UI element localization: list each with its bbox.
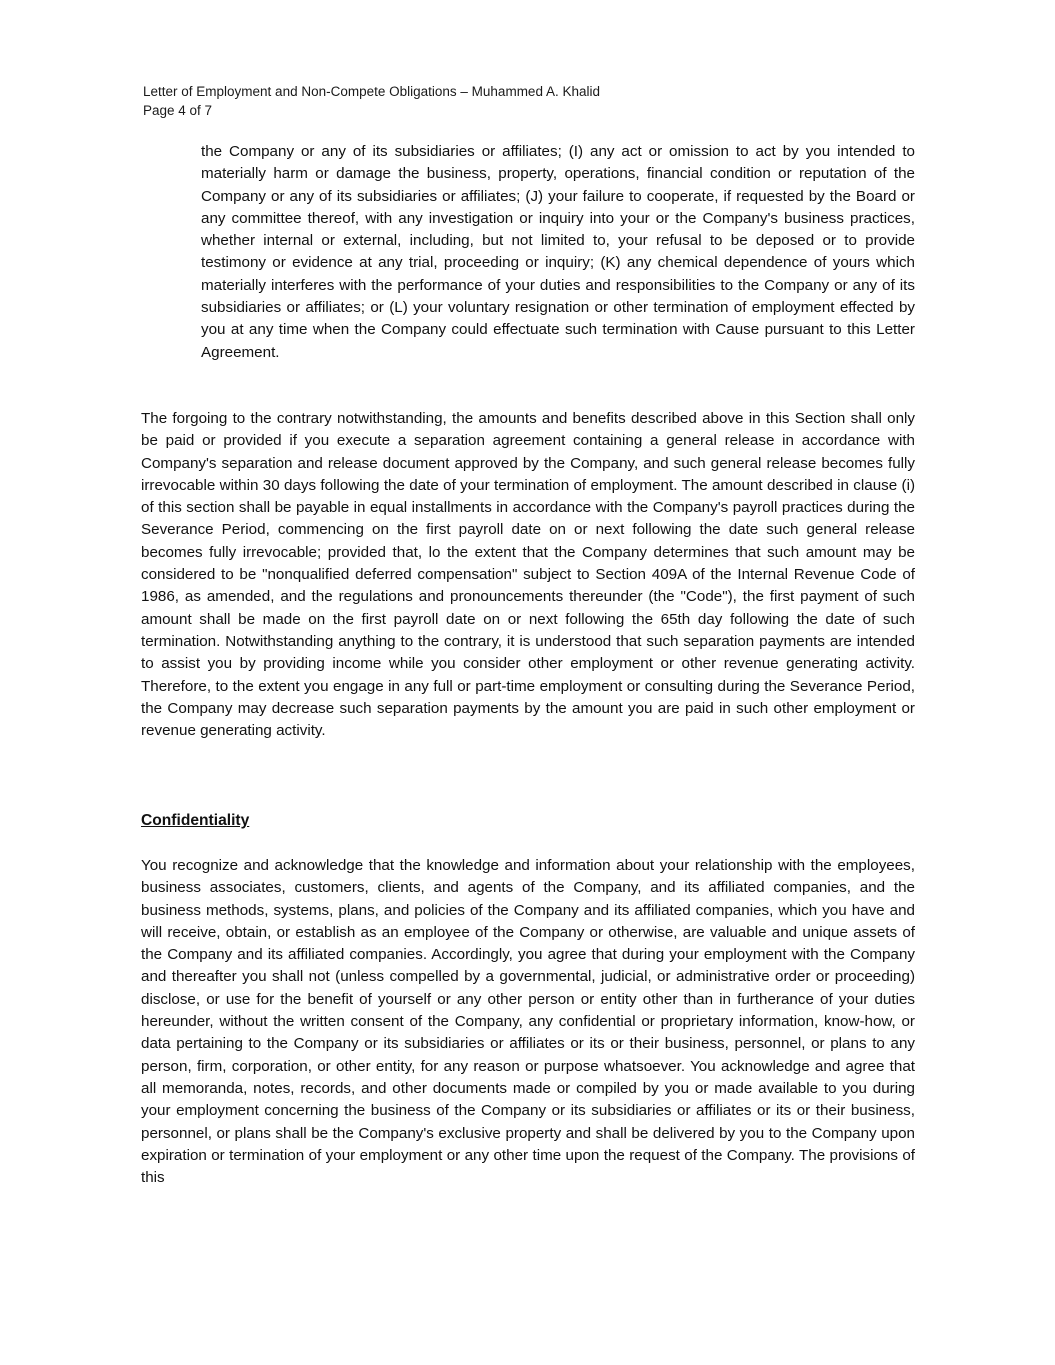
confidentiality-heading: Confidentiality: [141, 812, 250, 829]
severance-conditions-paragraph: The forgoing to the contrary notwithstanding, the amounts and benefits described above in this Section shall only be paid or provided if you execute a separation agreement containing a general release in accordance with Company's separation and release document approved by the Company, and such general release becomes fully irrevocable within 30 days following the date of your termination of employment. The amount described in clause (i) of this section shall be payable in equal installments in accordance with the Company's payroll practices during the Severance Period, commencing on the first payroll date on or next following the date such general release becomes fully irrevocable; provided that, lo the extent that the Company determines that such amount may be considered to be "nonqualified deferred compensation" subject to Section 409A of the Internal Revenue Code of 1986, as amended, and the regulations and pronouncements thereunder (the "Code"), the first payment of such amount shall be made on the first payroll date on or next following the 65th day following the date of such termination. Notwithstanding anything to the contrary, it is understood that such separation payments are intended to assist you by providing income while you consider other employment or other revenue generating activity. Therefore, to the extent you engage in any full or part-time employment or consulting during the Severance Period, the Company may decrease such separation payments by the amount you are paid in such other employment or revenue generating activity.: [141, 410, 915, 740]
page-number: Page 4 of 7: [143, 103, 213, 118]
document-title: Letter of Employment and Non-Compete Obligations – Muhammed A. Khalid: [143, 84, 600, 99]
confidentiality-paragraph: You recognize and acknowledge that the knowledge and information about your relationship with the employees, business associates, customers, clients, and agents of the Company, and its affiliated companies, and the business methods, systems, plans, and policies of the Company and its affiliated companies, which you have and will receive, obtain, or establish as an employee of the Company or otherwise, are valuable and unique assets of the Company and its affiliated companies. Accordingly, you agree that during your employment with the Company and thereafter you shall not (unless compelled by a governmental, judicial, or administrative order or proceeding) disclose, or use for the benefit of yourself or any other person or entity other than in furtherance of your duties hereunder, without the written consent of the Company, any confidential or proprietary information, know-how, or data pertaining to the Company or its subsidiaries or affiliates or its or their business, personnel, or plans to any person, firm, corporation, or other entity, for any reason or purpose whatsoever. You acknowledge and agree that all memoranda, notes, records, and other documents made or compiled by you or made available to you during your employment concerning the business of the Company or its subsidiaries or affiliates or its or their business, personnel, or plans shall be the Company's exclusive property and shall be delivered by you to the Company upon expiration or termination of your employment or any other time upon the request of the Company. The provisions of this: [141, 857, 915, 1187]
continued-clause-paragraph: the Company or any of its subsidiaries or affiliates; (I) any act or omission to act by you intended to materially harm or damage the business, property, operations, financial condition or reputation of the Company or any of its subsidiaries or affiliates; (J) your failure to cooperate, if requested by the Board or any committee thereof, with any investigation or inquiry into your or the Company's business practices, whether internal or external, including, but not limited to, your refusal to be deposed or to provide testimony or evidence at any trial, proceeding or inquiry; (K) any chemical dependence of yours which materially interferes with the performance of your duties and responsibilities to the Company or any of its subsidiaries or affiliates; or (L) your voluntary resignation or other termination of employment effected by you at any time when the Company could effectuate such termination with Cause pursuant to this Letter Agreement.: [201, 143, 915, 361]
page-header: [143, 82, 923, 120]
